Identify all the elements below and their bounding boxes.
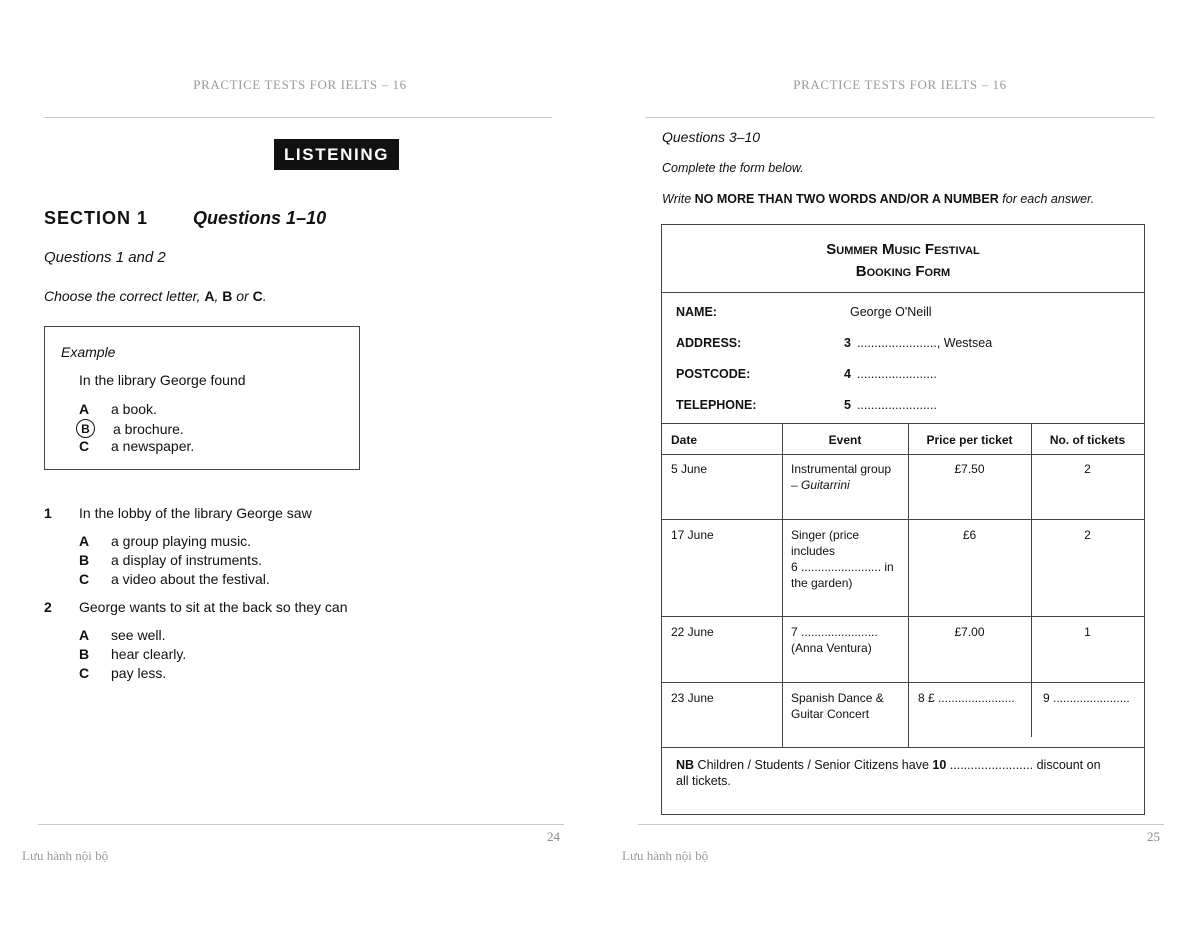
cell-price: £6 xyxy=(962,528,977,542)
cell-date: 5 June xyxy=(671,462,708,476)
example-option-selected xyxy=(79,419,184,438)
question-option xyxy=(79,571,270,587)
footer-divider xyxy=(38,824,564,825)
value-text: ....................... xyxy=(856,398,937,412)
footer-note: Lưu hành nội bộ xyxy=(22,848,109,863)
cell-tickets: 2 xyxy=(1084,528,1091,542)
option-text: a newspaper. xyxy=(111,438,195,454)
question-text: In the lobby of the library George saw xyxy=(79,505,312,521)
field-value-address xyxy=(844,336,992,350)
value-text: ......................., Westsea xyxy=(856,336,993,350)
event-line: 7 ....................... xyxy=(791,625,878,639)
field-value-name xyxy=(844,305,932,319)
letter-c: C xyxy=(252,288,263,304)
option-letter: B xyxy=(79,646,90,662)
field-value-telephone xyxy=(844,398,937,412)
event-line: 6 ........................ in xyxy=(791,560,894,574)
table-row-line xyxy=(662,682,1144,683)
option-letter: A xyxy=(79,627,90,643)
answer-number: 10 xyxy=(932,758,947,772)
cell-event xyxy=(791,527,894,591)
form-title-line: Booking Form xyxy=(855,263,951,280)
question-option xyxy=(79,646,186,662)
nb-text: ........................ discount on all tickets. xyxy=(676,758,1101,788)
letter-a: A xyxy=(204,288,215,304)
field-label-name: NAME: xyxy=(676,305,717,319)
option-text: a video about the festival. xyxy=(111,571,270,587)
cell-event xyxy=(791,461,891,493)
table-header-line xyxy=(662,454,1144,455)
cell-event xyxy=(791,624,878,656)
right-page xyxy=(600,0,1200,927)
event-line: the garden) xyxy=(791,576,853,590)
cell-date: 22 June xyxy=(671,625,714,639)
cell-tickets: 9 ....................... xyxy=(1043,691,1130,705)
example-label: Example xyxy=(61,344,116,360)
instruction-text: Write xyxy=(662,192,695,206)
table-header: Event xyxy=(828,433,862,447)
example-option xyxy=(79,401,157,417)
instruction xyxy=(44,288,267,304)
footer-note: Lưu hành nội bộ xyxy=(622,848,709,863)
option-text: a book. xyxy=(111,401,157,417)
cell-price: £7.50 xyxy=(954,462,985,476)
table-header: Price per ticket xyxy=(926,433,1013,447)
circled-answer-icon: B xyxy=(76,419,95,438)
option-letter: A xyxy=(79,533,90,549)
cell-price: £7.00 xyxy=(954,625,985,639)
header-divider xyxy=(646,117,1154,118)
option-letter: B xyxy=(79,552,90,568)
value-text: George O'Neill xyxy=(850,305,932,319)
event-line: Instrumental group xyxy=(791,462,892,476)
nb-label: NB xyxy=(676,758,695,772)
page-number: 25 xyxy=(1147,829,1160,844)
question-option xyxy=(79,552,262,568)
question-option xyxy=(79,533,251,549)
booking-form xyxy=(661,224,1145,815)
page-header: PRACTICE TESTS FOR IELTS – 16 xyxy=(793,77,1007,92)
event-line: Guitar Concert xyxy=(791,707,870,721)
table-column-line xyxy=(782,423,783,747)
nb-note xyxy=(676,757,1116,789)
answer-number: 4 xyxy=(844,367,851,381)
event-line: Singer (price xyxy=(791,528,860,542)
example-option xyxy=(79,438,194,454)
letter-b: B xyxy=(222,288,233,304)
cell-date: 23 June xyxy=(671,691,714,705)
field-label-postcode: POSTCODE: xyxy=(676,367,751,381)
option-text: see well. xyxy=(111,627,166,643)
question-option xyxy=(79,665,166,681)
nb-text: Children / Students / Senior Citizens have xyxy=(694,758,933,772)
field-value-postcode xyxy=(844,367,937,381)
table-row-line xyxy=(662,519,1144,520)
event-line: Spanish Dance & xyxy=(791,691,884,705)
field-label-telephone: TELEPHONE: xyxy=(676,398,757,412)
option-letter: A xyxy=(79,401,90,417)
section-title xyxy=(44,208,326,229)
subheading: Questions 1 and 2 xyxy=(44,249,166,266)
question-text: George wants to sit at the back so they can xyxy=(79,599,348,615)
instruction: Complete the form below. xyxy=(662,161,804,175)
table-top-line xyxy=(662,423,1144,424)
cell-date: 17 June xyxy=(671,528,714,542)
page-number: 24 xyxy=(547,829,560,844)
instruction-end: . xyxy=(262,288,267,304)
option-text: hear clearly. xyxy=(111,646,187,662)
option-text: a display of instruments. xyxy=(111,552,262,568)
footer-divider xyxy=(638,824,1164,825)
event-line: (Anna Ventura) xyxy=(791,641,872,655)
field-label-address: ADDRESS: xyxy=(676,336,742,350)
table-header: Date xyxy=(671,433,698,447)
instruction-text: for each answer. xyxy=(998,192,1095,206)
question-number: 1 xyxy=(44,505,52,521)
header-divider xyxy=(44,117,552,118)
instruction-or: or xyxy=(232,288,253,304)
example-question: In the library George found xyxy=(79,372,246,388)
table-header: No. of tickets xyxy=(1049,433,1126,447)
instruction-bold: NO MORE THAN TWO WORDS AND/OR A NUMBER xyxy=(694,192,999,206)
instruction-text: Choose the correct letter, xyxy=(44,288,205,304)
value-text: ....................... xyxy=(856,367,937,381)
answer-number: 3 xyxy=(844,336,851,350)
cell-price: 8 £ ....................... xyxy=(918,691,1015,705)
section-label: SECTION 1 xyxy=(44,208,149,228)
form-title-line: Summer Music Festival xyxy=(826,241,980,258)
option-letter: C xyxy=(79,571,90,587)
question-number: 2 xyxy=(44,599,52,615)
listening-banner: LISTENING xyxy=(274,139,399,170)
subheading: Questions 3–10 xyxy=(662,129,761,145)
answer-number: 5 xyxy=(844,398,851,412)
option-text: a brochure. xyxy=(113,420,184,437)
event-line: – Guitarrini xyxy=(791,478,850,492)
option-text: a group playing music. xyxy=(111,533,252,549)
cell-tickets: 2 xyxy=(1084,462,1091,476)
example-box xyxy=(44,326,360,470)
form-title xyxy=(662,239,1144,283)
cell-tickets: 1 xyxy=(1084,625,1091,639)
event-line: includes xyxy=(791,544,836,558)
cell-event xyxy=(791,690,884,722)
instruction xyxy=(662,192,1094,206)
table-bottom-line xyxy=(662,747,1144,748)
question-option xyxy=(79,627,165,643)
instruction-sep: , xyxy=(214,288,223,304)
section-questions: Questions 1–10 xyxy=(193,208,327,228)
option-letter: C xyxy=(79,438,90,454)
page-header: PRACTICE TESTS FOR IELTS – 16 xyxy=(193,77,407,92)
option-text: pay less. xyxy=(111,665,167,681)
option-letter: C xyxy=(79,665,90,681)
table-row-line xyxy=(662,616,1144,617)
form-divider xyxy=(662,292,1144,293)
